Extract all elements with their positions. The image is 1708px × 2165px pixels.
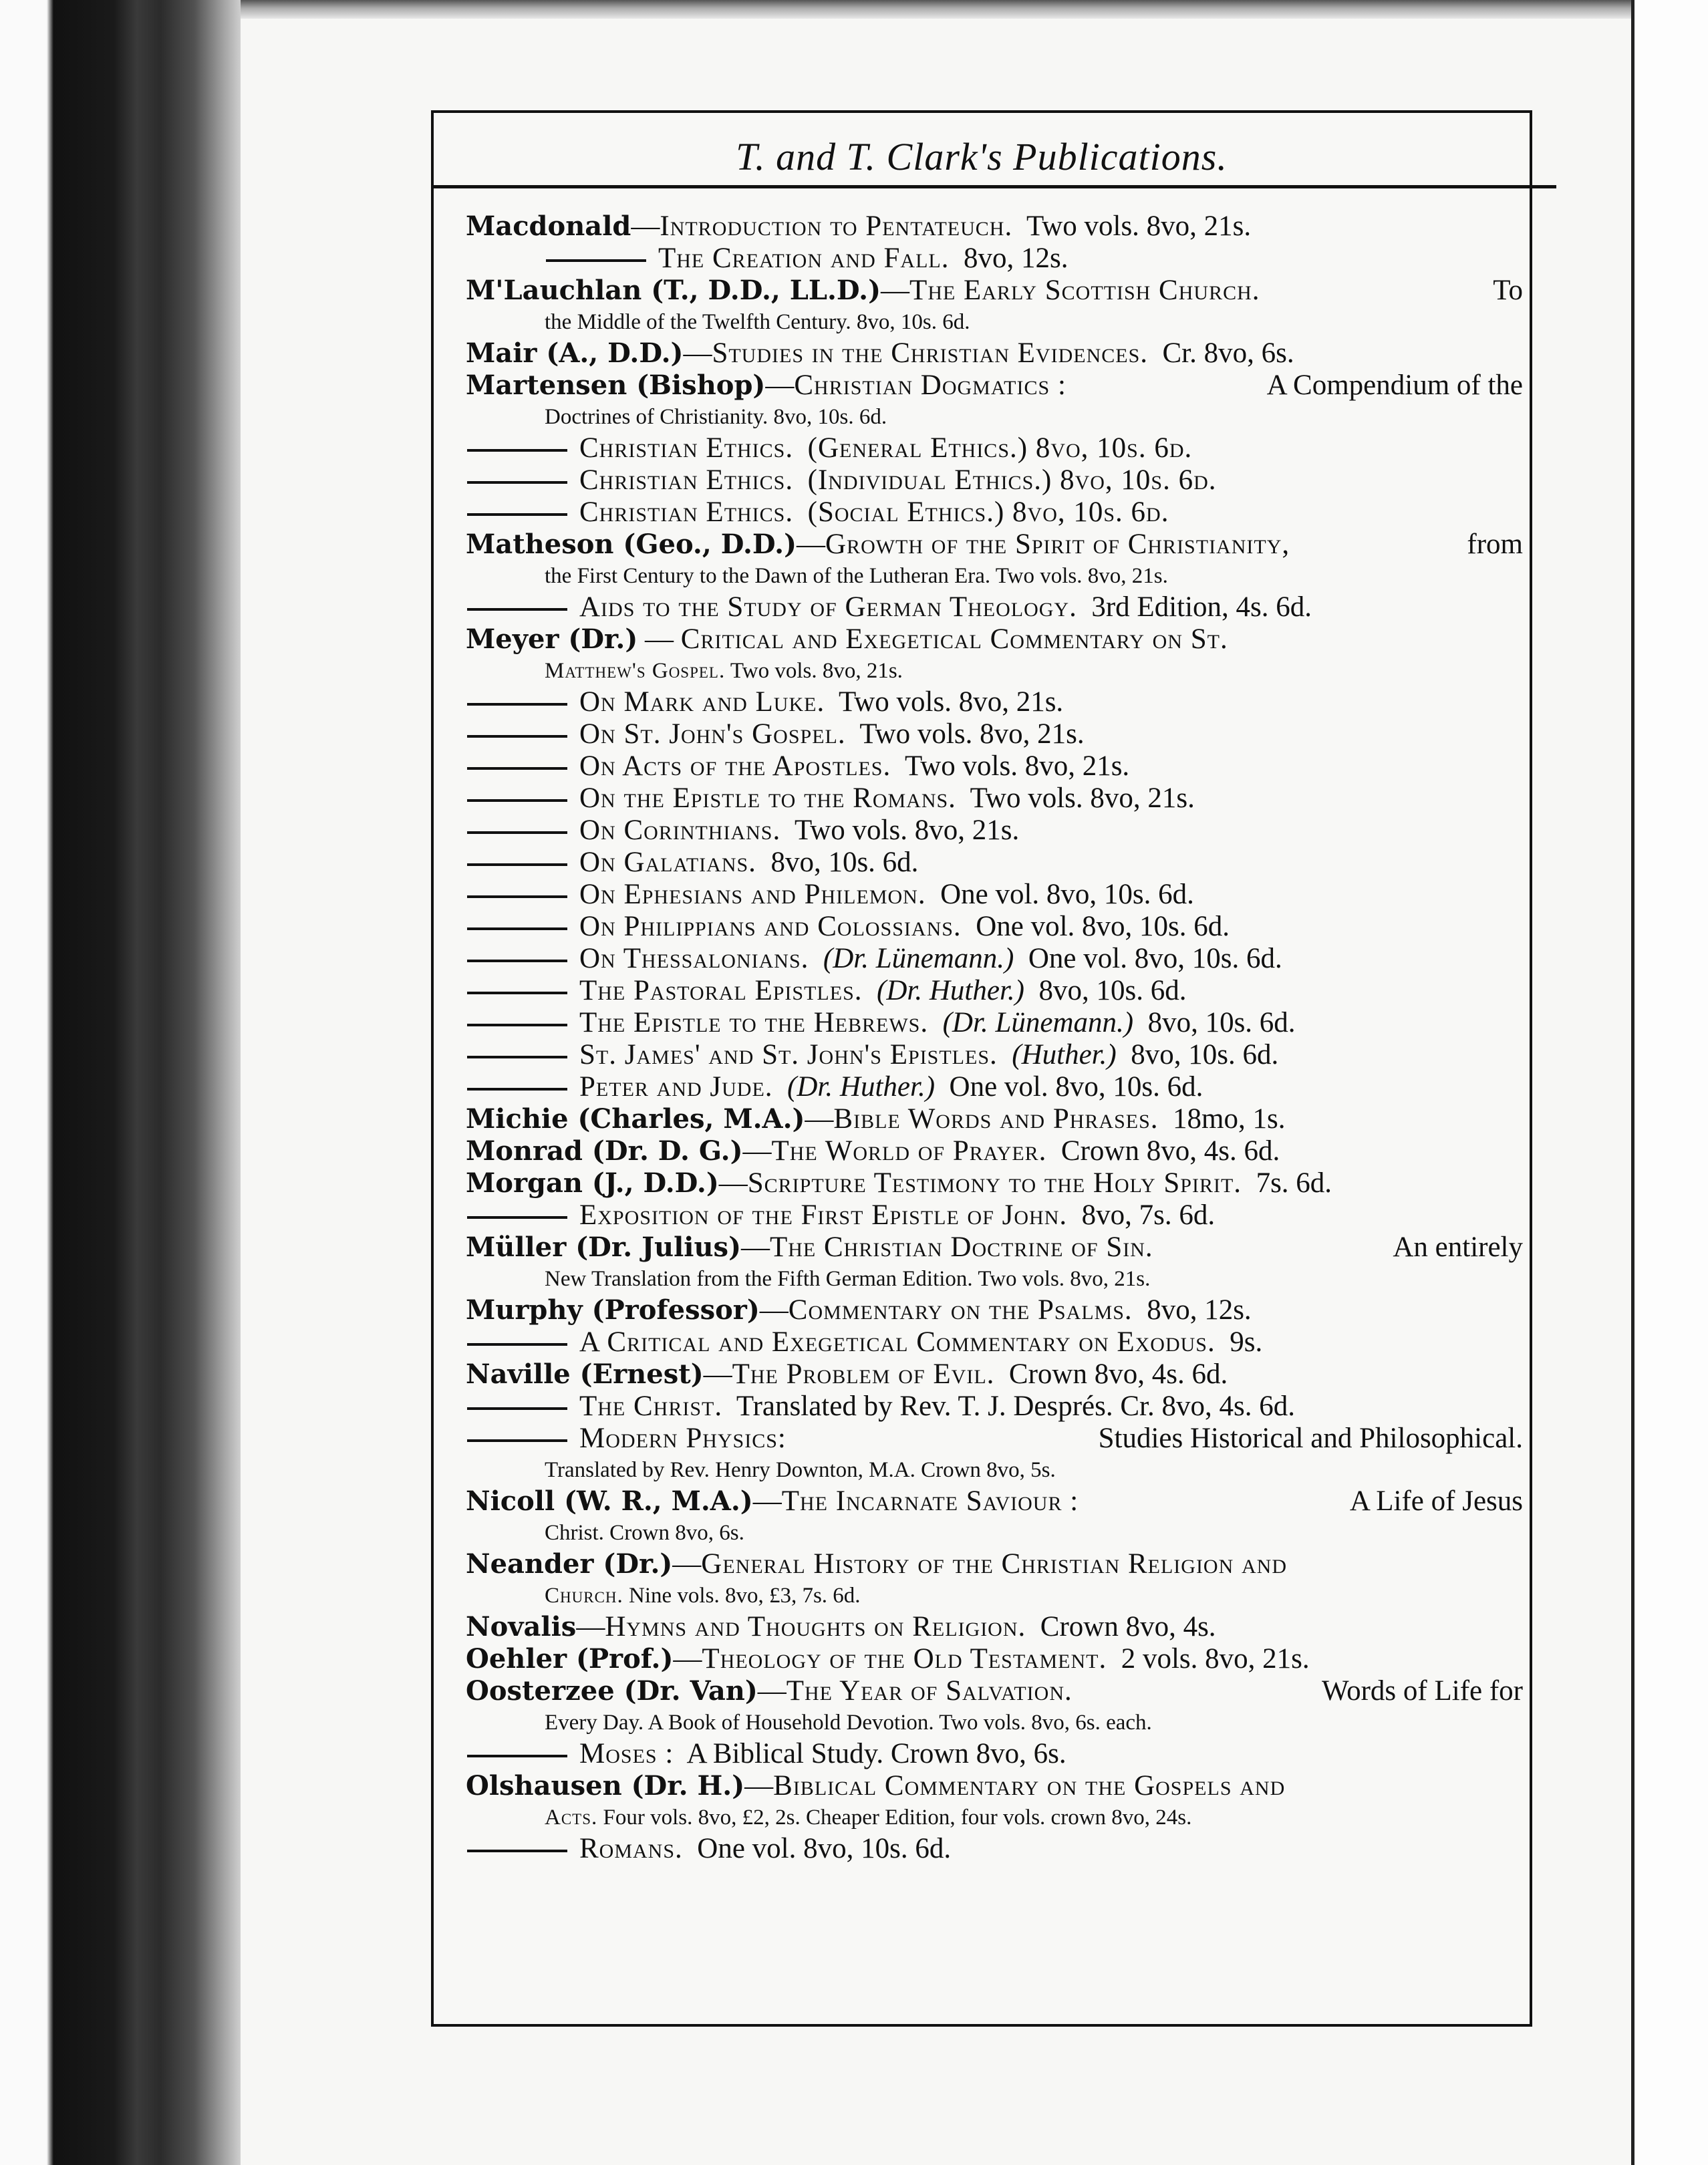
list-item-continuation: Every Day. A Book of Household Devotion. Two vols. 8vo, 6s. each. bbox=[545, 1711, 1152, 1735]
ditto-dash bbox=[467, 608, 567, 611]
list-item: Murphy (Professor)—Commentary on the Psalms. 8vo, 12s. bbox=[466, 1294, 1252, 1326]
list-item-continuation: Matthew's Gospel. Two vols. 8vo, 21s. bbox=[545, 659, 903, 683]
list-item-continuation: the Middle of the Twelfth Century. 8vo, 10s. 6d. bbox=[545, 310, 970, 334]
list-item: Martensen (Bishop)—Christian Dogmatics : A Compendium of the bbox=[466, 370, 1523, 401]
ditto-dash bbox=[467, 1216, 567, 1219]
list-item: On Mark and Luke. Two vols. 8vo, 21s. bbox=[466, 686, 1523, 718]
ditto-dash bbox=[467, 1407, 567, 1410]
ditto-dash bbox=[467, 449, 567, 452]
list-item: Mair (A., D.D.)—Studies in the Christian Evidences. Cr. 8vo, 6s. bbox=[466, 337, 1294, 369]
list-item: Romans. One vol. 8vo, 10s. 6d. bbox=[466, 1833, 1523, 1865]
list-item: Aids to the Study of German Theology. 3rd Edition, 4s. 6d. bbox=[466, 591, 1523, 623]
ditto-dash bbox=[467, 1024, 567, 1026]
list-item: Morgan (J., D.D.)—Scripture Testimony to the Holy Spirit. 7s. 6d. bbox=[466, 1167, 1332, 1199]
publication-list bbox=[466, 210, 1523, 1865]
advertisement-frame bbox=[431, 110, 1532, 2027]
list-item: On Ephesians and Philemon. One vol. 8vo, 10s. 6d. bbox=[466, 879, 1523, 911]
ditto-dash bbox=[467, 1088, 567, 1091]
list-item: Christian Ethics. (General Ethics.) 8vo, 10s. 6d. bbox=[466, 432, 1523, 464]
list-item: St. James' and St. John's Epistles. (Huther.) 8vo, 10s. 6d. bbox=[466, 1039, 1523, 1071]
list-item-continuation: Church. Nine vols. 8vo, £3, 7s. 6d. bbox=[545, 1584, 861, 1608]
list-item: Novalis—Hymns and Thoughts on Religion. Crown 8vo, 4s. bbox=[466, 1611, 1216, 1642]
list-item: Modern Physics: Studies Historical and Philosophical. bbox=[466, 1423, 1523, 1455]
list-item: Macdonald—Introduction to Pentateuch. Two vols. 8vo, 21s. bbox=[466, 210, 1252, 242]
ditto-dash bbox=[467, 703, 567, 706]
list-item: Müller (Dr. Julius)—The Christian Doctrine of Sin. An entirely bbox=[466, 1232, 1523, 1263]
ditto-dash bbox=[467, 1850, 567, 1852]
ditto-dash bbox=[467, 960, 567, 962]
list-item: On Philippians and Colossians. One vol. 8vo, 10s. 6d. bbox=[466, 911, 1523, 943]
ditto-dash bbox=[467, 767, 567, 770]
list-item: A Critical and Exegetical Commentary on Exodus. 9s. bbox=[466, 1326, 1523, 1358]
list-item: Peter and Jude. (Dr. Huther.) One vol. 8vo, 10s. 6d. bbox=[466, 1071, 1523, 1103]
list-item: On Corinthians. Two vols. 8vo, 21s. bbox=[466, 815, 1523, 847]
page-top-edge bbox=[241, 0, 1634, 20]
list-item-continuation: Translated by Rev. Henry Downton, M.A. Crown 8vo, 5s. bbox=[545, 1458, 1056, 1482]
list-item: Matheson (Geo., D.D.)—Growth of the Spirit of Christianity, from bbox=[466, 529, 1523, 560]
list-item: Neander (Dr.)—General History of the Christian Religion and bbox=[466, 1548, 1288, 1580]
list-item: Christian Ethics. (Individual Ethics.) 8vo, 10s. 6d. bbox=[466, 464, 1523, 496]
list-item: On the Epistle to the Romans. Two vols. 8vo, 21s. bbox=[466, 782, 1523, 815]
ditto-dash bbox=[467, 1755, 567, 1757]
list-item: Olshausen (Dr. H.)—Biblical Commentary on the Gospels and bbox=[466, 1770, 1286, 1801]
list-item: Monrad (Dr. D. G.)—The World of Prayer. Crown 8vo, 4s. 6d. bbox=[466, 1135, 1280, 1167]
ditto-dash bbox=[467, 1343, 567, 1346]
list-item: Moses : A Biblical Study. Crown 8vo, 6s. bbox=[466, 1738, 1523, 1770]
next-page-edge bbox=[1631, 0, 1708, 2165]
ditto-dash bbox=[467, 513, 567, 516]
list-item-continuation: New Translation from the Fifth German Edition. Two vols. 8vo, 21s. bbox=[545, 1267, 1151, 1291]
list-item: Exposition of the First Epistle of John. 8vo, 7s. 6d. bbox=[466, 1199, 1523, 1232]
list-item: M'Lauchlan (T., D.D., LL.D.)—The Early Scottish Church. To bbox=[466, 275, 1523, 306]
list-item-continuation: Acts. Four vols. 8vo, £2, 2s. Cheaper Edition, four vols. crown 8vo, 24s. bbox=[545, 1806, 1192, 1830]
ditto-dash bbox=[467, 481, 567, 484]
list-item: Michie (Charles, M.A.)—Bible Words and Phrases. 18mo, 1s. bbox=[466, 1103, 1286, 1135]
ditto-dash bbox=[467, 735, 567, 738]
ditto-dash bbox=[467, 1439, 567, 1442]
ditto-dash bbox=[467, 895, 567, 898]
header-rule bbox=[434, 185, 1556, 188]
ditto-dash bbox=[467, 799, 567, 802]
list-item: The Creation and Fall. 8vo, 12s. bbox=[466, 243, 1523, 275]
list-item: The Epistle to the Hebrews. (Dr. Lünemann.) 8vo, 10s. 6d. bbox=[466, 1007, 1523, 1039]
ditto-dash bbox=[467, 831, 567, 834]
ditto-dash bbox=[467, 992, 567, 994]
list-item: Nicoll (W. R., M.A.)—The Incarnate Saviour : A Life of Jesus bbox=[466, 1485, 1523, 1517]
list-item: Naville (Ernest)—The Problem of Evil. Crown 8vo, 4s. 6d. bbox=[466, 1358, 1228, 1390]
book-binding-shadow bbox=[0, 0, 241, 2165]
list-item: Oehler (Prof.)—Theology of the Old Testament. 2 vols. 8vo, 21s. bbox=[466, 1643, 1310, 1675]
page-title: T. and T. Clark's Publications. bbox=[736, 135, 1228, 178]
list-item-continuation: Doctrines of Christianity. 8vo, 10s. 6d. bbox=[545, 405, 887, 429]
list-item: On St. John's Gospel. Two vols. 8vo, 21s. bbox=[466, 718, 1523, 750]
ditto-dash bbox=[467, 863, 567, 866]
ditto-dash bbox=[467, 1056, 567, 1058]
list-item: The Pastoral Epistles. (Dr. Huther.) 8vo, 10s. 6d. bbox=[466, 975, 1523, 1007]
list-item: On Acts of the Apostles. Two vols. 8vo, 21s. bbox=[466, 750, 1523, 782]
list-item-continuation: the First Century to the Dawn of the Lutheran Era. Two vols. 8vo, 21s. bbox=[545, 564, 1168, 588]
list-item: Oosterzee (Dr. Van)—The Year of Salvation. Words of Life for bbox=[466, 1675, 1523, 1707]
list-item: On Thessalonians. (Dr. Lünemann.) One vol. 8vo, 10s. 6d. bbox=[466, 943, 1523, 975]
list-item: On Galatians. 8vo, 10s. 6d. bbox=[466, 847, 1523, 879]
list-item-continuation: Christ. Crown 8vo, 6s. bbox=[545, 1521, 744, 1545]
list-item: Christian Ethics. (Social Ethics.) 8vo, 10s. 6d. bbox=[466, 496, 1523, 529]
list-item: The Christ. Translated by Rev. T. J. Després. Cr. 8vo, 4s. 6d. bbox=[466, 1391, 1523, 1423]
ditto-dash bbox=[467, 927, 567, 930]
ditto-dash bbox=[546, 259, 646, 262]
list-item: Meyer (Dr.) — Critical and Exegetical Commentary on St. bbox=[466, 623, 1228, 655]
